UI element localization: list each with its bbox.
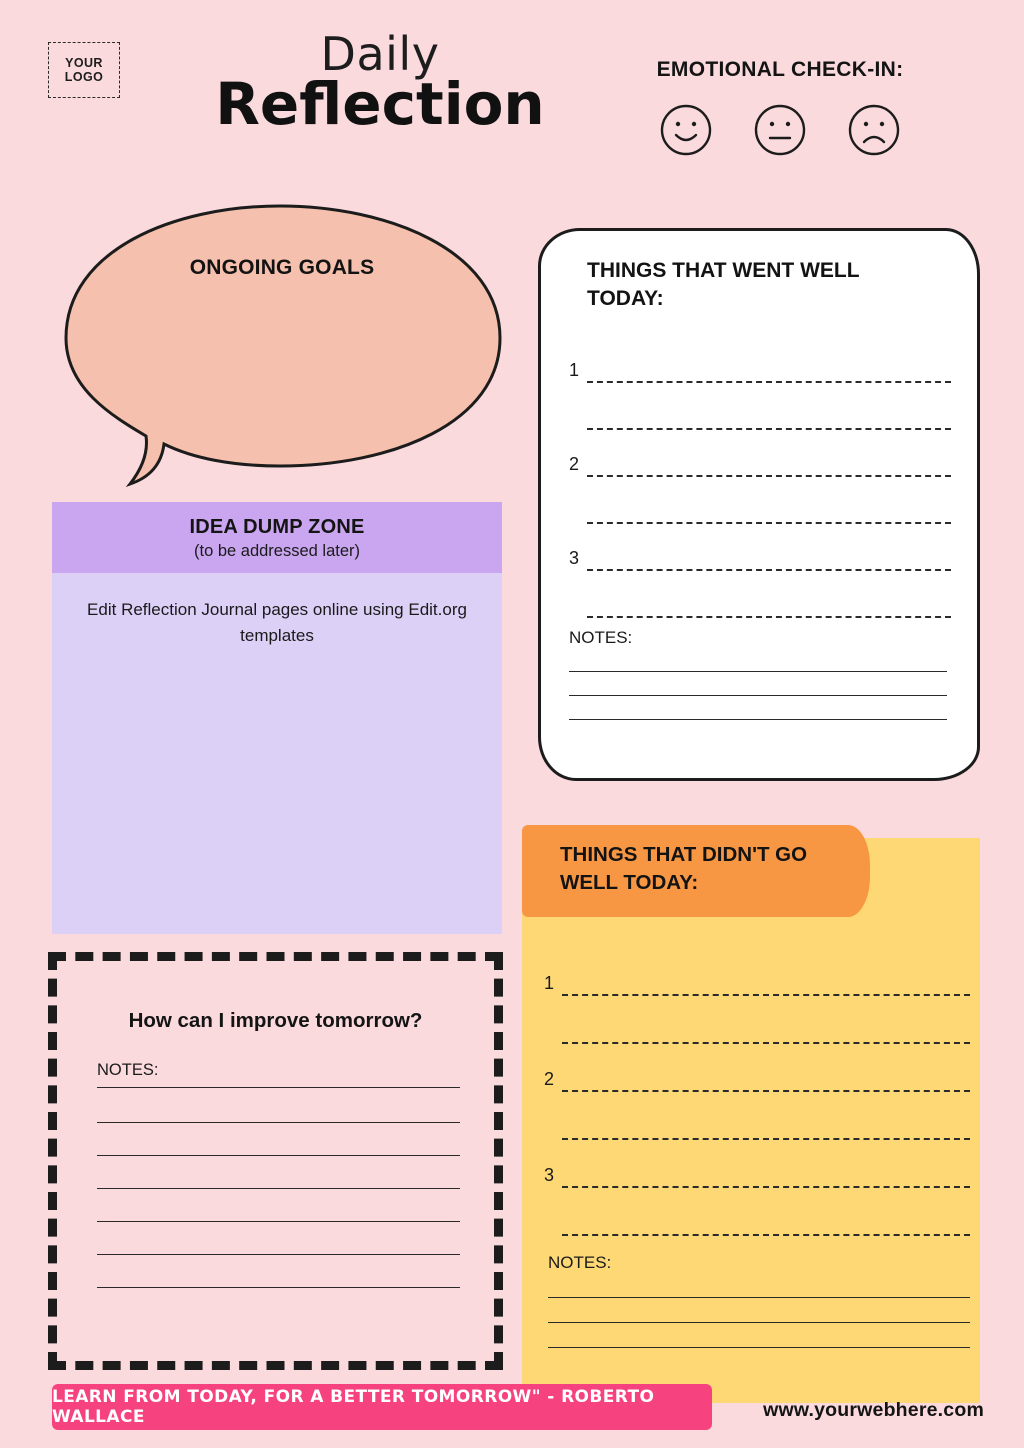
went-well-title: THINGS THAT WENT WELL TODAY: bbox=[587, 259, 860, 311]
line-number bbox=[565, 616, 587, 618]
notes-write-line[interactable] bbox=[548, 1298, 970, 1323]
notes-write-line[interactable] bbox=[548, 1323, 970, 1348]
title-reflection: Reflection bbox=[215, 70, 545, 139]
notes-write-line[interactable] bbox=[548, 1273, 970, 1298]
logo-line-1: YOUR bbox=[65, 55, 103, 70]
didnt-go-well-lines bbox=[540, 948, 970, 1236]
dashed-write-line[interactable] bbox=[587, 571, 951, 618]
list-item[interactable] bbox=[565, 383, 951, 430]
logo-placeholder bbox=[48, 42, 120, 98]
didnt-go-well-notes-label: NOTES: bbox=[548, 1253, 612, 1272]
didnt-go-well-notes bbox=[548, 1253, 970, 1348]
notes-write-line[interactable] bbox=[97, 1156, 460, 1189]
notes-write-line[interactable] bbox=[569, 672, 947, 696]
line-number: 1 bbox=[544, 973, 555, 993]
dashed-write-line[interactable] bbox=[562, 1140, 970, 1188]
list-item[interactable] bbox=[565, 571, 951, 618]
dashed-write-line[interactable] bbox=[587, 524, 951, 571]
emotional-checkin-label: EMOTIONAL CHECK-IN: bbox=[656, 58, 904, 81]
improve-tomorrow-title: How can I improve tomorrow? bbox=[128, 1009, 423, 1032]
footer-website-url[interactable]: www.yourwebhere.com bbox=[763, 1399, 984, 1421]
page-title bbox=[180, 27, 580, 139]
dashed-write-line[interactable] bbox=[562, 1188, 970, 1236]
line-number: 3 bbox=[544, 1165, 555, 1185]
notes-write-line[interactable] bbox=[97, 1222, 460, 1255]
neutral-face-icon[interactable] bbox=[754, 104, 806, 156]
list-item[interactable] bbox=[540, 948, 970, 996]
line-number: 2 bbox=[569, 453, 580, 474]
dashed-write-line[interactable] bbox=[562, 948, 970, 996]
list-item[interactable] bbox=[540, 996, 970, 1044]
notes-write-line[interactable] bbox=[97, 1123, 460, 1156]
notes-write-line[interactable] bbox=[97, 1080, 460, 1088]
went-well-notes-label: NOTES: bbox=[569, 627, 633, 647]
improve-notes-lines bbox=[97, 1090, 460, 1288]
notes-write-line[interactable] bbox=[97, 1255, 460, 1288]
improve-tomorrow-box[interactable] bbox=[48, 952, 503, 1370]
dashed-write-line[interactable] bbox=[587, 336, 951, 383]
notes-write-line[interactable] bbox=[569, 648, 947, 672]
idea-dump-body-text: Edit Reflection Journal pages online using Edit.org templates bbox=[87, 600, 467, 646]
didnt-go-well-header-tab bbox=[522, 825, 870, 917]
dashed-write-line[interactable] bbox=[587, 383, 951, 430]
line-number: 2 bbox=[544, 1069, 555, 1089]
dashed-write-line[interactable] bbox=[587, 430, 951, 477]
list-item[interactable] bbox=[540, 1188, 970, 1236]
mood-face-options bbox=[600, 104, 960, 156]
line-number: 1 bbox=[569, 359, 580, 380]
list-item[interactable] bbox=[565, 524, 951, 571]
idea-dump-title: IDEA DUMP ZONE bbox=[189, 516, 365, 538]
list-item[interactable] bbox=[540, 1092, 970, 1140]
idea-dump-subtitle: (to be addressed later) bbox=[193, 542, 360, 560]
dashed-write-line[interactable] bbox=[587, 477, 951, 524]
footer-quote-text: LEARN FROM TODAY, FOR A BETTER TOMORROW" - ROBERTO WALLACE bbox=[52, 1387, 655, 1427]
went-well-card[interactable] bbox=[538, 228, 980, 781]
line-number bbox=[540, 1138, 562, 1140]
went-well-lines bbox=[565, 336, 951, 618]
improve-notes-label: NOTES: bbox=[97, 1061, 159, 1079]
list-item[interactable] bbox=[565, 477, 951, 524]
dashed-write-line[interactable] bbox=[562, 1092, 970, 1140]
line-number bbox=[540, 1234, 562, 1236]
ongoing-goals-bubble[interactable] bbox=[52, 198, 512, 488]
notes-write-line[interactable] bbox=[97, 1189, 460, 1222]
line-number: 3 bbox=[569, 547, 580, 568]
list-item[interactable] bbox=[565, 336, 951, 383]
line-number bbox=[540, 1042, 562, 1044]
list-item[interactable] bbox=[540, 1044, 970, 1092]
title-daily: Daily bbox=[320, 27, 440, 81]
emotional-checkin-section bbox=[600, 58, 960, 156]
logo-line-2: LOGO bbox=[64, 70, 104, 84]
dashed-write-line[interactable] bbox=[562, 996, 970, 1044]
went-well-notes-lines bbox=[569, 648, 947, 720]
line-number bbox=[565, 522, 587, 524]
sad-face-icon[interactable] bbox=[848, 104, 900, 156]
didnt-go-well-title: THINGS THAT DIDN'T GO WELL TODAY: bbox=[560, 843, 808, 894]
notes-write-line[interactable] bbox=[569, 696, 947, 720]
notes-write-line[interactable] bbox=[97, 1090, 460, 1123]
line-number bbox=[565, 428, 587, 430]
ongoing-goals-label: ONGOING GOALS bbox=[189, 256, 375, 279]
happy-face-icon[interactable] bbox=[660, 104, 712, 156]
idea-dump-zone[interactable] bbox=[52, 502, 502, 934]
footer-quote-banner bbox=[52, 1384, 712, 1430]
dashed-write-line[interactable] bbox=[562, 1044, 970, 1092]
list-item[interactable] bbox=[540, 1140, 970, 1188]
idea-dump-header bbox=[52, 502, 502, 573]
list-item[interactable] bbox=[565, 430, 951, 477]
